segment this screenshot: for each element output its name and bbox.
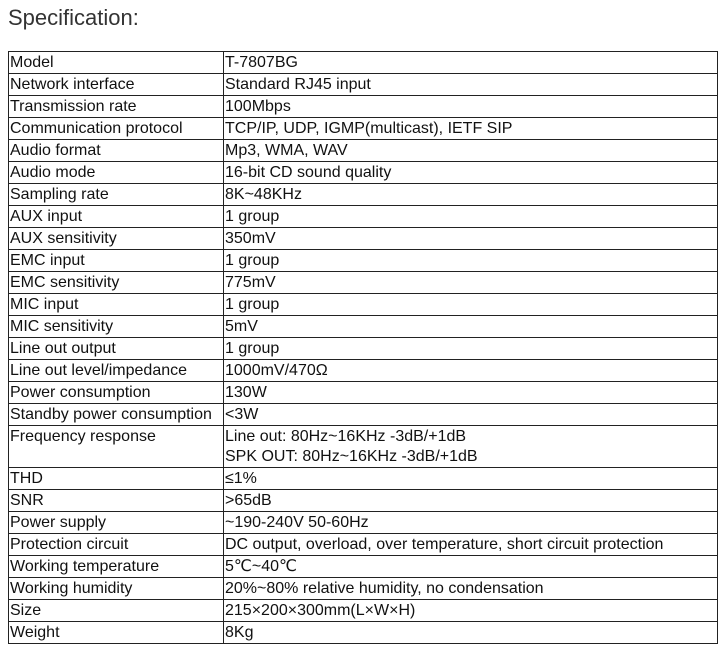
table-row (9, 74, 718, 96)
spec-label: EMC sensitivity (9, 272, 224, 294)
spec-label: Working temperature (9, 556, 224, 578)
spec-value-line: 350mV (225, 230, 276, 247)
spec-value (224, 184, 718, 206)
table-row (9, 118, 718, 140)
spec-value (224, 206, 718, 228)
spec-label: Communication protocol (9, 118, 224, 140)
spec-value (224, 52, 718, 74)
spec-label: Power supply (9, 512, 224, 534)
table-row (9, 404, 718, 426)
table-row (9, 228, 718, 250)
table-row (9, 96, 718, 118)
spec-value-line: 16-bit CD sound quality (225, 164, 392, 181)
spec-value-line: TCP/IP, UDP, IGMP(multicast), IETF SIP (225, 120, 513, 137)
spec-label: Sampling rate (9, 184, 224, 206)
table-row (9, 294, 718, 316)
table-row (9, 490, 718, 512)
spec-value-line: 8Kg (225, 624, 254, 641)
page-title: Specification: (8, 5, 139, 30)
spec-value (224, 556, 718, 578)
spec-value-line: Line out: 80Hz~16KHz -3dB/+1dB (225, 428, 467, 445)
spec-value (224, 316, 718, 338)
spec-value (224, 404, 718, 426)
table-row (9, 206, 718, 228)
spec-value-line: 1 group (225, 296, 280, 313)
spec-value (224, 74, 718, 96)
table-row (9, 600, 718, 622)
spec-value-line: 1 group (225, 252, 280, 269)
table-row (9, 250, 718, 272)
spec-value-line: 100Mbps (225, 98, 291, 115)
spec-label: SNR (9, 490, 224, 512)
table-row (9, 534, 718, 556)
spec-value-line: 20%~80% relative humidity, no condensation (225, 580, 544, 597)
spec-value (224, 468, 718, 490)
table-row (9, 184, 718, 206)
spec-label: Network interface (9, 74, 224, 96)
table-row (9, 426, 718, 468)
spec-value (224, 360, 718, 382)
spec-label: MIC input (9, 294, 224, 316)
spec-label: Power consumption (9, 382, 224, 404)
spec-value-line: 215×200×300mm(L×W×H) (225, 602, 416, 619)
spec-value (224, 578, 718, 600)
spec-label: Transmission rate (9, 96, 224, 118)
specification-table-body (9, 52, 718, 644)
table-row (9, 512, 718, 534)
spec-value-line: Mp3, WMA, WAV (225, 142, 348, 159)
spec-label: THD (9, 468, 224, 490)
spec-value (224, 272, 718, 294)
spec-value-line: T-7807BG (225, 54, 298, 71)
table-row (9, 468, 718, 490)
table-row (9, 272, 718, 294)
spec-value (224, 512, 718, 534)
spec-value-line: 5mV (225, 318, 258, 335)
spec-value-line: Standard RJ45 input (225, 76, 371, 93)
table-row (9, 338, 718, 360)
spec-label: Line out output (9, 338, 224, 360)
spec-value-line: 8K~48KHz (225, 186, 302, 203)
spec-value (224, 490, 718, 512)
spec-value (224, 228, 718, 250)
spec-value-line: 1 group (225, 208, 280, 225)
spec-value (224, 250, 718, 272)
spec-label: Weight (9, 622, 224, 644)
spec-value (224, 162, 718, 184)
spec-value-line: <3W (225, 406, 259, 423)
table-row (9, 382, 718, 404)
spec-value (224, 426, 718, 468)
specification-table (8, 51, 718, 644)
spec-value (224, 600, 718, 622)
spec-label: Protection circuit (9, 534, 224, 556)
spec-label: Audio mode (9, 162, 224, 184)
spec-value (224, 118, 718, 140)
table-row (9, 622, 718, 644)
spec-label: Working humidity (9, 578, 224, 600)
spec-label: Frequency response (9, 426, 224, 468)
spec-value-line: 5℃~40℃ (225, 558, 297, 575)
spec-value-line: ≤1% (225, 470, 257, 487)
spec-label: Line out level/impedance (9, 360, 224, 382)
spec-label: AUX input (9, 206, 224, 228)
spec-value (224, 294, 718, 316)
spec-label: EMC input (9, 250, 224, 272)
spec-value-line: 1000mV/470Ω (225, 362, 328, 379)
spec-value-line: ~190-240V 50-60Hz (225, 514, 369, 531)
spec-value-line: SPK OUT: 80Hz~16KHz -3dB/+1dB (225, 448, 478, 465)
table-row (9, 556, 718, 578)
table-row (9, 578, 718, 600)
spec-value-line: DC output, overload, over temperature, short circuit protection (225, 536, 664, 553)
spec-label: AUX sensitivity (9, 228, 224, 250)
spec-value (224, 622, 718, 644)
spec-value (224, 96, 718, 118)
table-row (9, 140, 718, 162)
spec-label: Model (9, 52, 224, 74)
spec-value (224, 382, 718, 404)
spec-value-line: >65dB (225, 492, 272, 509)
spec-value (224, 338, 718, 360)
spec-value (224, 140, 718, 162)
spec-label: Audio format (9, 140, 224, 162)
table-row (9, 52, 718, 74)
spec-label: Standby power consumption (9, 404, 224, 426)
table-row (9, 316, 718, 338)
spec-value-line: 775mV (225, 274, 276, 291)
spec-label: Size (9, 600, 224, 622)
spec-value (224, 534, 718, 556)
spec-value-line: 130W (225, 384, 267, 401)
table-row (9, 360, 718, 382)
table-row (9, 162, 718, 184)
spec-label: MIC sensitivity (9, 316, 224, 338)
spec-value-line: 1 group (225, 340, 280, 357)
